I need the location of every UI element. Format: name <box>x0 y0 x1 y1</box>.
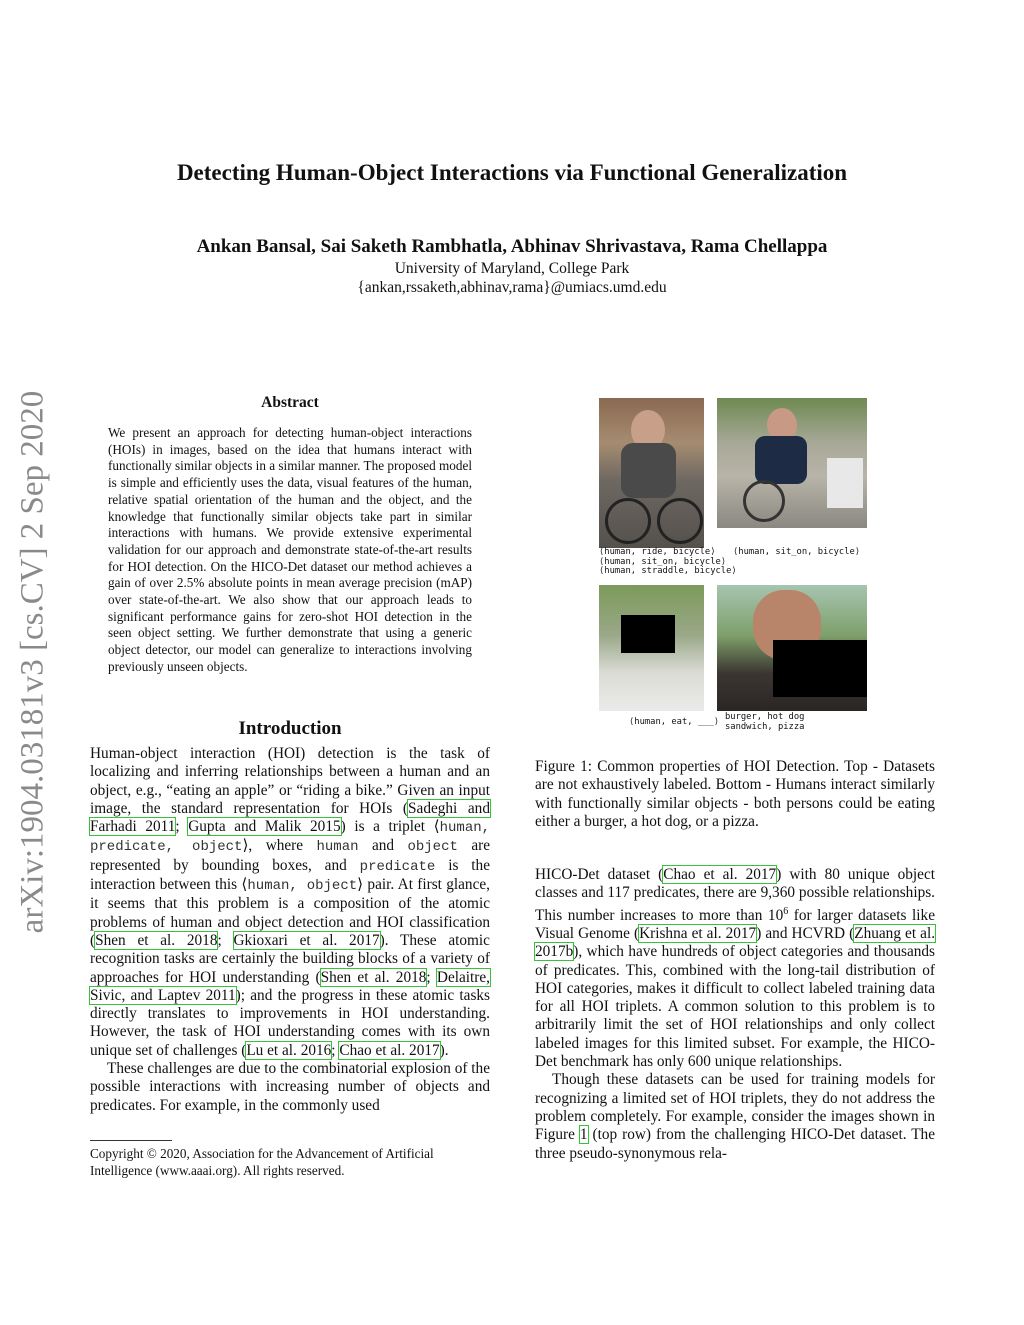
citation-link[interactable]: Delaitre, Sivic, and Laptev 2011 <box>90 968 490 1004</box>
right-paragraph-2: Though these datasets can be used for training models for recognizing a limited set of HOI triplets, they do not address the problem completely. For example, consider the images shown in Figure 1 (top row) from the challenging HICO-Det dataset. The three pseudo-synonymous rela- <box>535 1071 935 1162</box>
citation-link[interactable]: Shen et al. 2018 <box>320 968 427 986</box>
redaction-box <box>621 615 675 653</box>
photo-bicycle-rider-1 <box>599 398 704 548</box>
code-term: human <box>247 878 290 895</box>
arxiv-stamp-text: arXiv:1904.03181v3 [cs.CV] 2 Sep 2020 <box>14 390 51 934</box>
figure-label-rider-1: ⟨human, ride, bicycle⟩ ⟨human, sit_on, bicycle⟩ ⟨human, straddle, bicycle⟩ <box>599 547 737 576</box>
affiliation: University of Maryland, College Park <box>394 260 630 277</box>
code-term: object <box>407 839 458 856</box>
citation-link[interactable]: Chao et al. 2017 <box>663 866 777 883</box>
arxiv-stamp <box>8 362 58 962</box>
citation-link[interactable]: Chao et al. 2017 <box>339 1041 440 1059</box>
citation-link[interactable]: Lu et al. 2016 <box>246 1041 332 1059</box>
photo-person-eating-1 <box>599 585 704 711</box>
footnote-rule <box>90 1140 172 1141</box>
citation-link[interactable]: Shen et al. 2018 <box>95 931 218 949</box>
photo-bicycle-rider-2 <box>717 398 867 528</box>
redaction-box <box>773 640 867 697</box>
left-column <box>90 745 490 1115</box>
intro-paragraph-1: Human-object interaction (HOI) detection is the task of localizing and inferring relationships between a human and an object, e.g., “eating an apple” or “riding a bike.” Given an input image, the standard representation for HOIs (Sadeghi and Farhadi 2011; Gupta and Malik 2015) is a triplet ⟨human, predicate, object⟩, where human and object are represented by bounding boxes, and predicate is the interaction between this ⟨human, object⟩ pair. At first glance, it seems that this problem is a composition of the atomic problems of human and object detection and HOI classification (Shen et al. 2018; Gkioxari et al. 2017). These atomic recognition tasks are certainly the building blocks of a variety of approaches for HOI understanding (Shen et al. 2018; Delaitre, Sivic, and Laptev 2011); and the progress in these atomic tasks directly translates to improvements in HOI understanding. However, the task of HOI understanding comes with its own unique set of challenges (Lu et al. 2016; Chao et al. 2017). <box>90 745 491 1059</box>
citation-link[interactable]: Gkioxari et al. 2017 <box>233 931 380 949</box>
introduction-heading: Introduction <box>238 718 342 739</box>
figure-label-eat: ⟨human, eat, ___⟩ <box>629 717 720 727</box>
figure-label-foods: burger, hot dog sandwich, pizza <box>725 712 805 732</box>
figure-label-rider-2: ⟨human, sit_on, bicycle⟩ <box>733 547 861 557</box>
photo-person-eating-2 <box>717 585 867 711</box>
code-term: human <box>316 839 359 856</box>
citation-link[interactable]: Krishna et al. 2017 <box>639 924 757 942</box>
right-column <box>535 866 935 1163</box>
right-paragraph-1: HICO-Det dataset (Chao et al. 2017) with 80 unique object classes and 117 predicates, there are 9,360 possible relationships. This number increases to more than $10^6$ for larger datasets like Visual Genome (Krishna et al. 2017) and HCVRD (Zhuang et al. 2017b), which have hundreds of object categories and thousands of predicates. This, combined with the long-tail distribution of HOI categories, makes it difficult to collect labeled training data for all HOI triplets. A common solution to this problem is to arbitrarily limit the set of HOI relationships and only collect labeled images for this limited subset. For example, the HICO-Det benchmark has only 600 unique relationships. <box>535 866 936 1071</box>
paper-title: Detecting Human-Object Interactions via Functional Generalization <box>176 160 848 185</box>
citation-link[interactable]: Zhuang et al. 2017b <box>535 924 936 961</box>
copyright-footnote: Copyright © 2020, Association for the Advancement of Artificial Intelligence (www.aaai.org). All rights reserved. <box>90 1146 434 1178</box>
code-term: object <box>192 839 243 856</box>
code-term: predicate <box>359 858 436 875</box>
citation-link[interactable]: Sadeghi and Farhadi 2011 <box>90 799 490 836</box>
code-term: human <box>439 820 482 837</box>
abstract-heading: Abstract <box>261 394 319 411</box>
intro-paragraph-2: These challenges are due to the combinatorial explosion of the possible interactions with increasing number of objects and predicates. For example, in the commonly used <box>90 1060 490 1114</box>
citation-link[interactable]: Gupta and Malik 2015 <box>188 818 341 836</box>
figure-1 <box>535 390 935 740</box>
author-emails: {ankan,rssaketh,abhinav,rama}@umiacs.umd.edu <box>357 279 667 296</box>
affiliation-block <box>0 259 1024 297</box>
figure-1-caption: Figure 1: Common properties of HOI Detection. Top - Datasets are not exhaustively labeled. Bottom - Humans interact similarly with functionally similar objects - both persons could be eating either a burger, a hot dog, or a pizza. <box>535 758 935 830</box>
figure-reference-link[interactable]: 1 <box>579 1126 588 1144</box>
abstract-text: We present an approach for detecting human-object interactions (HOIs) in images, based on the idea that humans interact with functionally similar objects in a similar manner. The proposed model is simple and efficiently uses the data, visual features of the human, relative spatial orientation of the human and the object, and the knowledge that functionally similar objects take part in similar interactions with humans. We provide extensive experimental validation for our approach and demonstrate state-of-the-art results for HOI detection. On the HICO-Det dataset our method achieves a gain of over 2.5% absolute points in mean average precision (mAP) over state-of-the-art. We also show that our approach leads to significant performance gains for zero-shot HOI detection in the seen object setting. We further demonstrate that using a generic object detector, our model can generalize to interactions involving previously unseen objects. <box>108 425 472 674</box>
paper-authors: Ankan Bansal, Sai Saketh Rambhatla, Abhinav Shrivastava, Rama Chellappa <box>196 236 828 257</box>
code-term: predicate <box>90 839 166 856</box>
code-term: object <box>306 878 358 895</box>
